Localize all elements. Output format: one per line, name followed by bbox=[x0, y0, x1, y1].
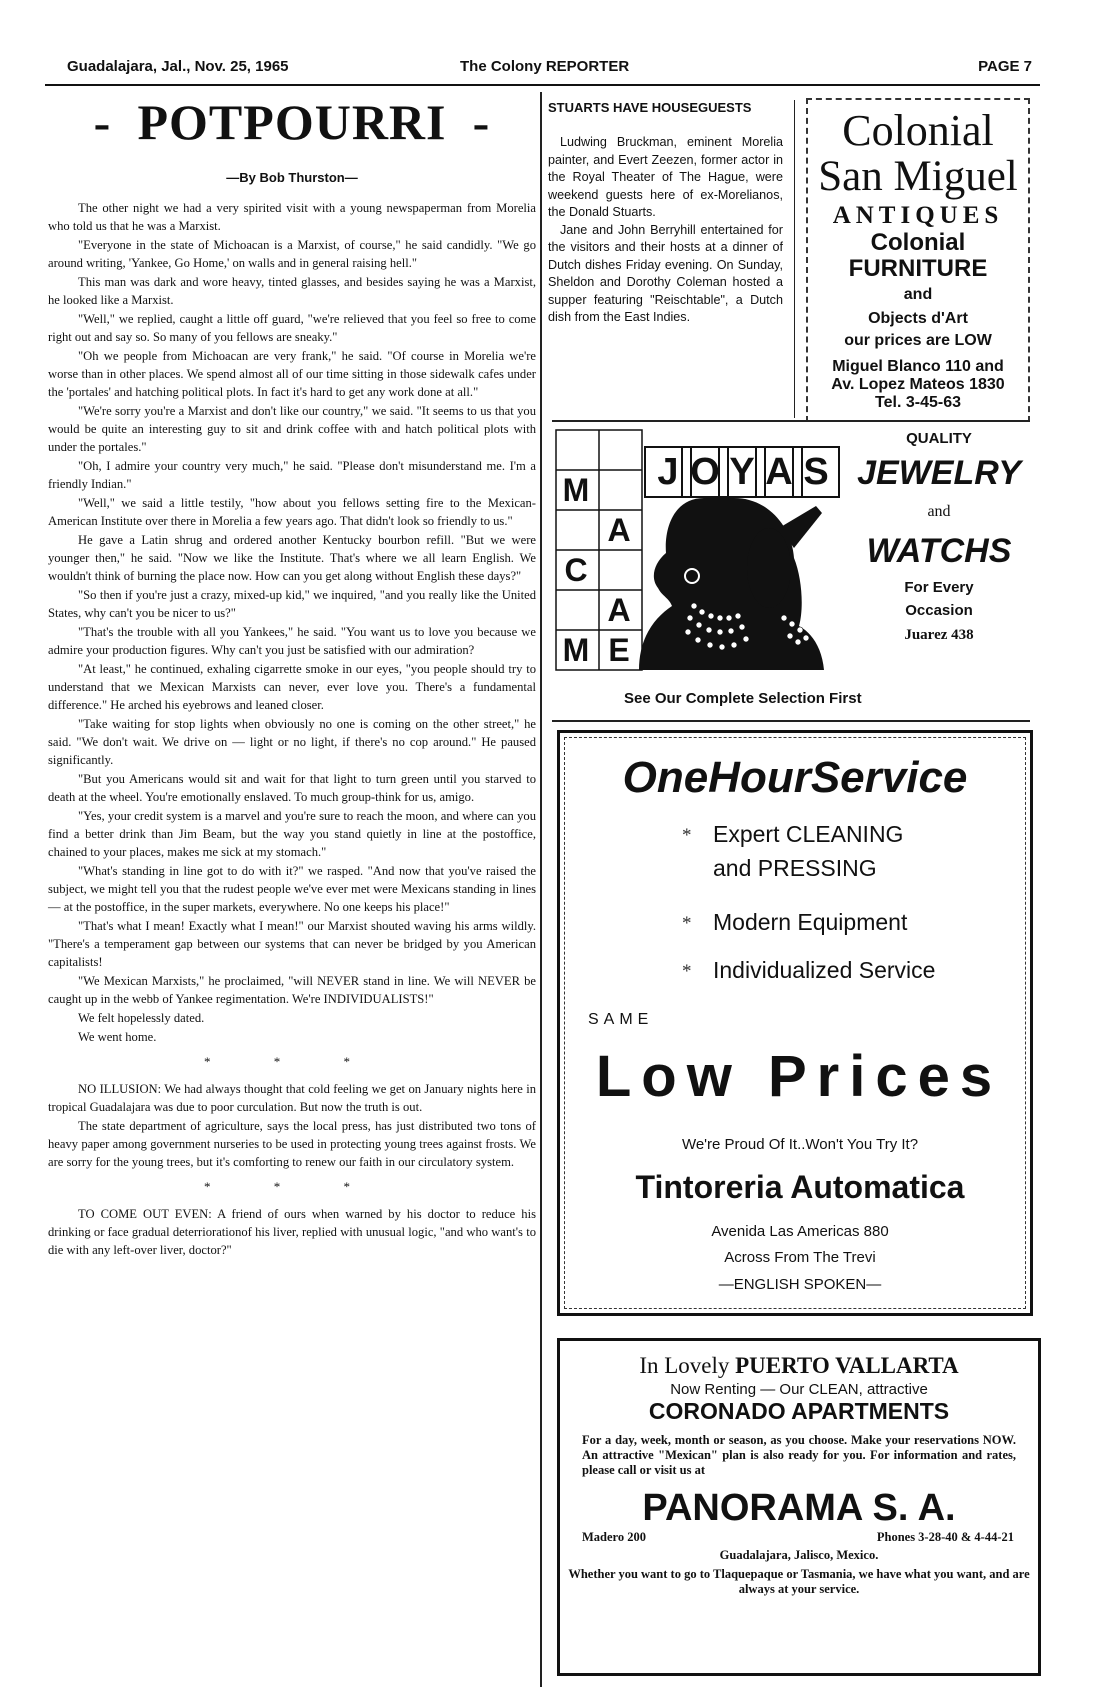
article-paragraph: The other night we had a very spirited visit with a young newspaperman from Morelia who told us that he was a Marxist. bbox=[48, 201, 536, 233]
potpourri-title: - POTPOURRI - bbox=[93, 94, 491, 150]
article-paragraph: We felt hopelessly dated. bbox=[78, 1011, 205, 1025]
asterisk-icon: * bbox=[682, 961, 692, 982]
article-paragraph: "We Mexican Marxists," he proclaimed, "will NEVER stand in line. We will NEVER be caught up in the webb of Yankee regimentation. We're INDIVIDUALISTS!" bbox=[48, 974, 536, 1006]
article-paragraph: "That's what I mean! Exactly what I mean!" our Marxist shouted waving his arms wildly. "There's a temperament gap between our systems that can never be bridged by you American capitalists! bbox=[48, 919, 536, 969]
ad-line: —ENGLISH SPOKEN— bbox=[718, 1276, 882, 1293]
ad-business-name: Tintoreria Automatica bbox=[635, 1169, 965, 1205]
joyas-letter: Y bbox=[718, 446, 766, 498]
header-page-number: PAGE 7 bbox=[978, 58, 1032, 75]
article-paragraph: "Take waiting for stop lights when obviously no one is coming on the other street," he said. "We don't wait. We drive on — light or no light, if there's no cop around." He paused significantly. bbox=[48, 717, 536, 767]
joyas-text bbox=[854, 428, 1024, 644]
section-stars: * * * bbox=[204, 1179, 380, 1194]
ad-line: San Miguel bbox=[818, 153, 1018, 200]
ad-line: We're Proud Of It..Won't You Try It? bbox=[681, 1136, 919, 1153]
ad-line: Tel. 3-45-63 bbox=[875, 394, 961, 411]
ad-line: and bbox=[927, 503, 951, 520]
article-paragraph: "But you Americans would sit and wait for that light to turn green until you starved to death at the wheel. You're emotionally enslaved. To much group-think for us, amigo. bbox=[48, 772, 536, 804]
macame-letter: A bbox=[607, 512, 631, 548]
joyas-letter: O bbox=[681, 446, 729, 498]
colonial-antiques-ad bbox=[806, 98, 1030, 422]
stuarts-headline: STUARTS HAVE HOUSEGUESTS bbox=[548, 100, 752, 115]
article-paragraph: The state department of agriculture, says the local press, has just distributed two tons of heavy paper among government nurseries to be used in protecting young trees against frosts. We are sorry for the young trees, but it's comforting to renew our faith in our circulatory system. bbox=[48, 1119, 536, 1169]
ad-line: ANTIQUES bbox=[832, 202, 1004, 229]
joyas-letter: J bbox=[644, 446, 692, 498]
article-paragraph: "Yes, your credit system is a marvel and you're sure to reach the moon, and where can you find a better drink than Jim Beam, but the way you stand quietly in line at the postoffice, chained to your places, makes me sick at my stomach." bbox=[48, 809, 536, 859]
article-paragraph: "We're sorry you're a Marxist and don't like our country," we said. "It seems to us that you would be quite an interesting guy to sit and drink coffee with and hatch political plots with under the portales." bbox=[48, 404, 536, 454]
page-header bbox=[45, 56, 1040, 86]
potpourri-title-text: POTPOURRI bbox=[137, 94, 447, 150]
ad-line: WATCHS bbox=[866, 532, 1012, 570]
ad-line: SAME bbox=[588, 1011, 654, 1028]
ad-line: Expert CLEANING bbox=[713, 821, 904, 847]
ad-line: CORONADO APARTMENTS bbox=[648, 1398, 950, 1424]
header-paper-name: The Colony REPORTER bbox=[460, 58, 630, 75]
ad-line: PUERTO VALLARTA bbox=[735, 1353, 959, 1378]
ad-line: Miguel Blanco 110 and bbox=[832, 358, 1004, 375]
article-paragraph: "Well," we replied, caught a little off guard, "we're relieved that you feel so free to come right out and say so. So many of you fellows are sneaky." bbox=[48, 312, 536, 344]
ad-line: Madero 200 bbox=[582, 1530, 646, 1544]
article-paragraph: "Everyone in the state of Michoacan is a Marxist, of course," he said candidly. "We go around writing, 'Yankee, Go Home,' on walls and in general raising hell." bbox=[48, 238, 536, 270]
ad-line: Occasion bbox=[905, 602, 973, 619]
asterisk-icon: * bbox=[682, 913, 692, 934]
ad-line: Individualized Service bbox=[713, 957, 936, 983]
section-rule bbox=[552, 420, 1030, 422]
article-paragraph: Ludwing Bruckman, eminent Morelia painter, and Evert Zeezen, former actor in the Royal Theater of The Hague, were weekend guests here of ex-Morelianos, the Donald Stuarts. bbox=[548, 135, 783, 219]
article-paragraph: NO ILLUSION: We had always thought that cold feeling we get on January nights here in tropical Guadalajara was due to poor curculation. But now the truth is out. bbox=[48, 1082, 536, 1114]
article-paragraph: We went home. bbox=[78, 1030, 157, 1044]
ad-line: our prices are LOW bbox=[844, 332, 992, 349]
potpourri-byline: —By Bob Thurston— bbox=[226, 170, 358, 185]
ad-line: Now Renting — Our CLEAN, attractive bbox=[670, 1381, 928, 1398]
illusion-body bbox=[48, 1080, 536, 1171]
ad-line: Low Prices bbox=[595, 1044, 1003, 1109]
article-paragraph: "So then if you're just a crazy, mixed-up kid," we inquired, "and you really like the United States, why can't you be nicer to us?" bbox=[48, 588, 536, 620]
potpourri-body bbox=[48, 199, 536, 1046]
section-stars: * * * bbox=[204, 1054, 380, 1069]
ad-line bbox=[560, 1530, 1038, 1548]
ad-business-name: PANORAMA S. A. bbox=[642, 1487, 956, 1529]
article-paragraph: "At least," he continued, exhaling cigarrette smoke in our eyes, "you people should try to understand that we Mexican Marxists can never, ever love you. There's a fundamental difference." He arched his eyebrows and leaned closer. bbox=[48, 662, 536, 712]
potpourri-column bbox=[48, 92, 536, 1260]
macame-letter: M bbox=[562, 632, 590, 668]
ad-line: and PRESSING bbox=[713, 855, 877, 881]
macame-letter: A bbox=[607, 592, 631, 628]
ad-line: Avenida Las Americas 880 bbox=[711, 1223, 889, 1240]
ad-line: and bbox=[903, 286, 933, 303]
article-paragraph: "Oh we people from Michoacan are very frank," he said. "Of course in Morelia we're worse than in other places. We spend almost all of our time sitting in those sidewalk cafes under the 'portales' and hatching political plots. In fact it's hard to get any work done at all." bbox=[48, 349, 536, 399]
ad-line: Objects d'Art bbox=[868, 310, 968, 327]
article-paragraph: "Well," we said a little testily, "how about you fellows setting fire to the Mexican-American Institute over there in Morelia a few years ago. That didn't look so friendly to us." bbox=[48, 496, 536, 528]
joyas-jewelry-ad bbox=[554, 428, 1024, 713]
joyas-wordmark bbox=[644, 446, 830, 496]
ad-line: Across From The Trevi bbox=[724, 1249, 876, 1266]
article-paragraph: This man was dark and wore heavy, tinted glasses, and besides saying he was a Marxist, he looked like a Marxist. bbox=[48, 275, 536, 307]
macame-letter: E bbox=[608, 632, 630, 668]
header-date: Guadalajara, Jal., Nov. 25, 1965 bbox=[67, 58, 289, 75]
ad-line: JEWELRY bbox=[857, 454, 1021, 492]
ad-line: See Our Complete Selection First bbox=[624, 690, 862, 707]
ad-line: Colonial bbox=[842, 106, 994, 155]
ad-line: Phones 3-28-40 & 4-44-21 bbox=[876, 1530, 1014, 1544]
one-hour-service-ad bbox=[557, 730, 1033, 1316]
ad-line: Colonial bbox=[870, 229, 966, 256]
article-paragraph: "That's the trouble with all you Yankees," he said. "You want us to love you because we admire your production figures. Why can't you just be satisfied with our admiration? bbox=[48, 625, 536, 657]
ad-line: QUALITY bbox=[906, 430, 972, 447]
ad-line: Modern Equipment bbox=[713, 909, 908, 935]
article-paragraph: TO COME OUT EVEN: A friend of ours when warned by his doctor to reduce his drinking or face gradual deterriorationof his liver, replied with unusual logic, "and who want's to die with any left-over liver, doctor?" bbox=[48, 1207, 536, 1257]
macame-letters bbox=[554, 428, 644, 673]
ad-line: For a day, week, month or season, as you choose. Make your reservations NOW. An attractive "Mexican" plan is also ready for you. For information and rates, please call or visit us at bbox=[582, 1433, 1016, 1477]
section-rule bbox=[552, 720, 1030, 722]
stuarts-article bbox=[548, 100, 783, 327]
ad-line: In Lovely bbox=[639, 1353, 736, 1378]
coronado-apartments-ad bbox=[557, 1338, 1041, 1676]
even-body bbox=[48, 1205, 536, 1259]
column-rule bbox=[540, 92, 542, 1687]
ad-line: Juarez 438 bbox=[904, 627, 974, 643]
ad-line: For Every bbox=[904, 579, 974, 596]
ad-line: FURNITURE bbox=[848, 255, 988, 282]
joyas-letter: A bbox=[755, 446, 803, 498]
ad-line bbox=[560, 1353, 1038, 1379]
article-paragraph: "Oh, I admire your country very much," he said. "Please don't misunderstand me. I'm a friendly Indian." bbox=[48, 459, 536, 491]
article-paragraph: He gave a Latin shrug and ordered another Kentucky bourbon refill. "But we were younger then," he said. "Now we like the Institute. That's where we all learn English. We wouldn't think of burning the place now. How can you get along without English these days?" bbox=[48, 533, 536, 583]
joyas-letter: S bbox=[792, 446, 840, 498]
column-rule bbox=[794, 100, 795, 418]
ad-line: Av. Lopez Mateos 1830 bbox=[831, 376, 1005, 393]
ad-line: Whether you want to go to Tlaquepaque or Tasmania, we have what you want, and are always at your service. bbox=[568, 1567, 1030, 1596]
macame-letter: M bbox=[562, 472, 590, 508]
ad-line: Guadalajara, Jalisco, Mexico. bbox=[719, 1548, 879, 1562]
ad-title: OneHourService bbox=[622, 753, 968, 802]
article-paragraph: "What's standing in line got to do with it?" we rasped. "And now that you've raised the subject, we might tell you that the rudest people we've ever met were Mexicans standing in lines — at the postoffice, in the super markets, everywhere. No one keeps his place!" bbox=[48, 864, 536, 914]
article-paragraph: Jane and John Berryhill entertained for the visitors and their hosts at a dinner of Dutch dishes Friday evening. On Sunday, Sheldon and Dorothy Coleman hosted a supper featuring "Reischtable", a Dutch dish from the East Indies. bbox=[548, 222, 783, 324]
macame-letter: C bbox=[564, 552, 588, 588]
asterisk-icon: * bbox=[682, 825, 692, 846]
stuarts-body bbox=[548, 134, 783, 327]
